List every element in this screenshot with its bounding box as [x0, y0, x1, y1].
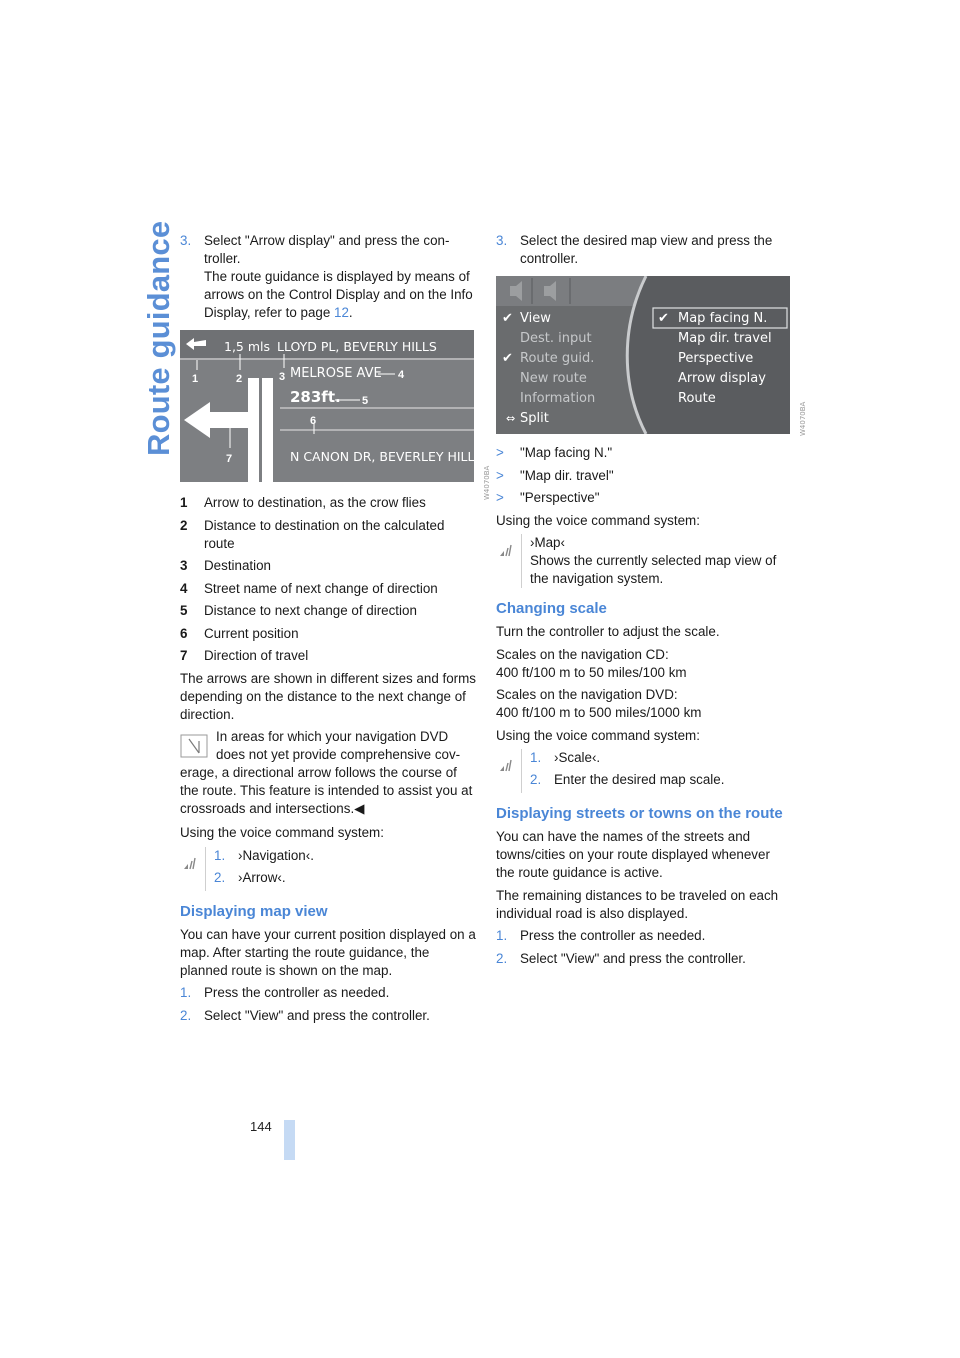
note-end-mark: ◀ — [354, 801, 365, 816]
arrow-screen-street: MELROSE AVE — [290, 366, 382, 381]
note-block — [180, 728, 476, 818]
map-step — [180, 1007, 476, 1025]
menu-check-icon: ✔ — [502, 311, 513, 326]
note-rest: erage, a directional arrow follows the course of the route. This feature is intended to assist you at crossroads and intersections. — [180, 765, 473, 816]
legend-text: Distance to next change of direction — [204, 603, 417, 618]
option-bullet — [496, 489, 792, 507]
legend-text: Distance to destination on the calculated route — [204, 517, 445, 551]
side-title-text: Route guidance — [141, 220, 176, 456]
step-text: Select "View" and press the controller. — [520, 950, 746, 966]
image-code-right: W4070BA — [799, 401, 807, 436]
menu-item-information[interactable]: Information — [520, 391, 596, 406]
callout-5: 5 — [362, 395, 369, 407]
arrow-screen-current: N CANON DR, BEVERLEY HILL — [290, 449, 474, 464]
legend-text: Current position — [204, 625, 299, 641]
arrow-display-screenshot — [180, 330, 474, 482]
legend-num: 2 — [180, 517, 188, 533]
voice-intro: Using the voice command system: — [496, 727, 700, 743]
bullet-mark: > — [496, 467, 504, 483]
callout-4: 4 — [398, 369, 405, 381]
step-text: Select "View" and press the controller. — [204, 1007, 430, 1023]
arrow-screen-distance: 1,5 mls — [224, 339, 271, 354]
option-bullet — [496, 444, 792, 462]
option-text: "Perspective" — [520, 490, 600, 505]
split-icon: ⇔ — [506, 412, 516, 425]
step-number: 1. — [496, 928, 508, 943]
voice-text: ›Navigation‹. — [238, 847, 314, 863]
note-first-lines: In areas for which your navigation DVD does not yet provide comprehensive cov- — [216, 729, 461, 762]
map-view-paragraph: You can have your current position displayed on a map. After starting the route guidance, the planned route is shown on the map. — [180, 926, 476, 978]
callout-3: 3 — [279, 371, 286, 383]
page-number: 144 — [250, 1119, 272, 1134]
bullet-mark: > — [496, 445, 504, 460]
voice-text: ›Arrow‹. — [238, 869, 286, 885]
voice-num: 2. — [530, 772, 542, 787]
callout-7: 7 — [226, 453, 233, 465]
callout-2: 2 — [236, 373, 243, 385]
legend-num: 6 — [180, 625, 188, 641]
voice-desc: Shows the currently selected map view of the navigation system. — [530, 553, 777, 586]
voice-text: ›Scale‹. — [554, 750, 601, 765]
voice-num: 2. — [214, 869, 226, 885]
callout-6: 6 — [310, 415, 317, 427]
legend-text: Arrow to destination, as the crow flies — [204, 495, 426, 510]
callout-legend — [180, 494, 476, 665]
bullet-mark: > — [496, 490, 504, 505]
voice-icon — [496, 749, 522, 793]
option-map-dir-travel[interactable]: Map dir. travel — [678, 331, 772, 346]
scale-cd-range: 400 ft/100 m to 50 miles/100 km — [496, 664, 687, 680]
legend-item — [180, 625, 476, 643]
scale-para: Turn the controller to adjust the scale. — [496, 624, 720, 639]
legend-item — [180, 647, 476, 665]
map-view-heading: Displaying map view — [180, 902, 328, 920]
step-3-map-view — [496, 232, 792, 268]
legend-num: 4 — [180, 580, 188, 596]
scale-heading: Changing scale — [496, 600, 607, 617]
right-column — [496, 232, 792, 972]
scale-dvd-range: 400 ft/100 m to 500 miles/1000 km — [496, 705, 702, 720]
step-desc: The route guidance is displayed by means of arrows on the Control Display and on the Info Display, refer to page — [204, 269, 473, 320]
option-text: "Map dir. travel" — [520, 467, 614, 483]
arrows-paragraph: The arrows are shown in different sizes and forms depending on the distance to the next change of direction. — [180, 670, 476, 722]
legend-text: Destination — [204, 558, 271, 573]
step-text: Press the controller as needed. — [520, 928, 706, 943]
callout-1: 1 — [192, 373, 199, 385]
legend-item — [180, 580, 476, 598]
menu-item-dest-input[interactable]: Dest. input — [520, 331, 592, 346]
step-number: 3. — [180, 233, 192, 248]
menu-item-route-guid[interactable]: Route guid. — [520, 351, 595, 366]
voice-command-block — [180, 847, 476, 891]
step-text: Select "Arrow display" and press the con-troller. — [204, 233, 450, 266]
map-step — [180, 984, 476, 1002]
voice-num: 1. — [214, 847, 226, 863]
streets-step — [496, 927, 792, 945]
step-number: 3. — [496, 233, 508, 248]
page-ref-link[interactable]: 12 — [334, 305, 349, 320]
streets-heading: Displaying streets or towns on the route — [496, 805, 783, 822]
step-number: 2. — [180, 1007, 192, 1023]
streets-step — [496, 950, 792, 968]
option-arrow-display[interactable]: Arrow display — [678, 371, 766, 386]
legend-num: 7 — [180, 648, 188, 663]
section-side-title — [116, 220, 176, 462]
voice-item — [530, 749, 792, 767]
voice-command-block — [496, 749, 792, 793]
legend-num: 1 — [180, 495, 188, 510]
step-number: 2. — [496, 950, 508, 966]
voice-text: Enter the desired map scale. — [554, 772, 725, 787]
menu-item-view[interactable]: View — [520, 311, 551, 326]
arrow-screen-destination: LLOYD PL, BEVERLY HILLS — [277, 339, 437, 354]
menu-check-icon: ✔ — [658, 311, 669, 326]
voice-command-block — [496, 534, 792, 588]
legend-num: 3 — [180, 558, 188, 573]
legend-item — [180, 517, 476, 553]
step-number: 1. — [180, 985, 192, 1000]
legend-num: 5 — [180, 603, 188, 618]
legend-item — [180, 494, 476, 512]
voice-cmd: ›Map‹ — [530, 535, 565, 550]
step-tail: . — [348, 305, 353, 320]
voice-icon — [180, 847, 206, 891]
option-text: "Map facing N." — [520, 445, 613, 460]
menu-item-new-route[interactable]: New route — [520, 371, 587, 386]
streets-para-2: The remaining distances to be traveled on each individual road is also displayed. — [496, 887, 779, 921]
streets-para-1: You can have the names of the streets and towns/cities on your route displayed whenever the route guidance is active. — [496, 829, 770, 880]
voice-item — [214, 869, 476, 887]
scale-cd-label: Scales on the navigation CD: — [496, 646, 669, 662]
left-column — [180, 232, 476, 1029]
voice-intro: Using the voice command system: — [496, 512, 700, 528]
step-text: Press the controller as needed. — [204, 985, 390, 1000]
option-route[interactable]: Route — [678, 391, 716, 406]
image-code-left: W4070BA — [483, 465, 491, 500]
legend-text: Direction of travel — [204, 648, 309, 663]
step-text: Select the desired map view and press the controller. — [520, 233, 773, 266]
voice-intro: Using the voice command system: — [180, 825, 384, 840]
menu-check-icon: ✔ — [502, 351, 513, 366]
map-view-menu-screenshot — [496, 276, 790, 434]
legend-item — [180, 602, 476, 620]
legend-text: Street name of next change of direction — [204, 580, 438, 596]
note-icon — [180, 732, 208, 758]
voice-icon — [496, 534, 522, 588]
option-map-facing-n[interactable]: Map facing N. — [678, 311, 768, 326]
option-bullet — [496, 467, 792, 485]
legend-item — [180, 557, 476, 575]
voice-item — [530, 771, 792, 789]
page-bar — [284, 1120, 295, 1160]
arrow-screen-next-distance: 283ft. — [290, 388, 341, 406]
step-3-arrow-display — [180, 232, 476, 322]
menu-item-split[interactable]: Split — [520, 411, 549, 426]
voice-num: 1. — [530, 750, 542, 765]
voice-item — [214, 847, 476, 865]
scale-dvd-label: Scales on the navigation DVD: — [496, 687, 678, 702]
option-perspective[interactable]: Perspective — [678, 351, 754, 366]
